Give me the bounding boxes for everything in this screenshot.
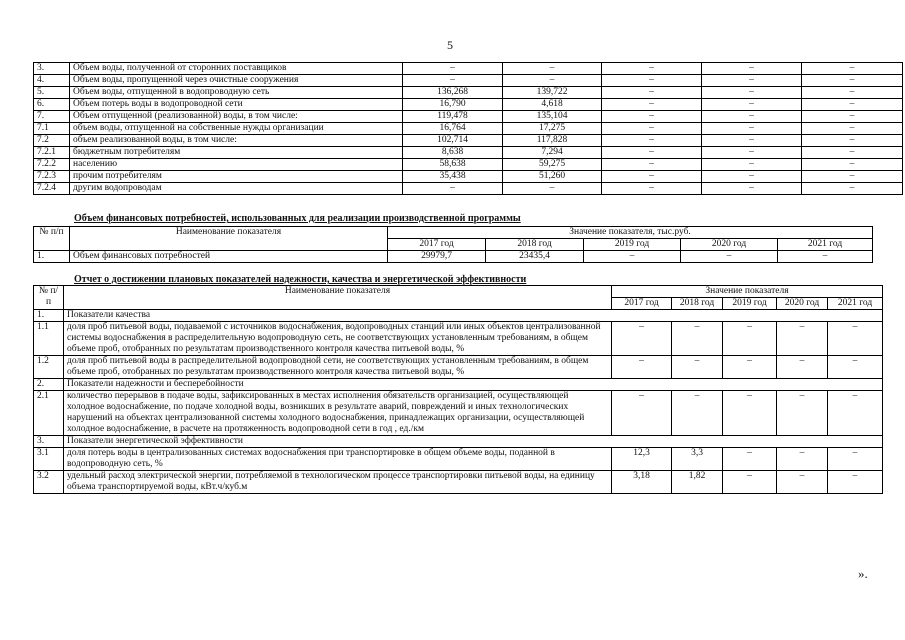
table-row <box>34 87 903 99</box>
row-num: 3. <box>34 63 70 75</box>
row-value: – <box>723 448 777 471</box>
year-header: 2019 год <box>584 239 681 251</box>
row-num: 1.2 <box>34 356 64 379</box>
row-value: 16,764 <box>403 123 503 135</box>
row-value: 16,790 <box>403 99 503 111</box>
section-title: Показатели качества <box>64 310 883 322</box>
row-value: – <box>602 147 702 159</box>
table-row <box>34 356 883 379</box>
row-name: объем реализованной воды, в том числе: <box>70 135 403 147</box>
year-header: 2020 год <box>681 239 778 251</box>
row-value: – <box>778 251 873 263</box>
row-value: – <box>802 123 903 135</box>
row-value: – <box>723 471 777 494</box>
row-value: – <box>828 356 883 379</box>
row-value: – <box>681 251 778 263</box>
row-num: 1.1 <box>34 322 64 356</box>
row-name: Объем воды, полученной от сторонних поставщиков <box>70 63 403 75</box>
row-value: – <box>702 111 802 123</box>
row-value: – <box>602 171 702 183</box>
row-value: – <box>802 183 903 195</box>
row-value: – <box>612 356 672 379</box>
row-value: – <box>602 135 702 147</box>
row-value: 117,828 <box>503 135 602 147</box>
year-header: 2017 год <box>612 298 672 310</box>
year-header: 2019 год <box>723 298 777 310</box>
row-value: – <box>802 87 903 99</box>
closing-mark: ». <box>858 566 868 581</box>
water-volume-table <box>33 62 903 195</box>
section-title: Показатели энергетической эффективности <box>64 436 883 448</box>
section-row <box>34 310 883 322</box>
indicators-table <box>33 285 883 494</box>
row-value: 17,275 <box>503 123 602 135</box>
row-value: 139,722 <box>503 87 602 99</box>
row-value: – <box>612 322 672 356</box>
table-row <box>34 448 883 471</box>
table-row <box>34 135 903 147</box>
row-value: – <box>723 356 777 379</box>
indicators-table-caption: Отчет о достижении плановых показателей надежности, качества и энергетической эффективности <box>74 274 527 285</box>
row-value: – <box>702 75 802 87</box>
row-value: – <box>584 251 681 263</box>
row-value: – <box>672 391 723 436</box>
row-value: 7,294 <box>503 147 602 159</box>
row-value: 8,638 <box>403 147 503 159</box>
row-name: прочим потребителям <box>70 171 403 183</box>
row-value: – <box>602 63 702 75</box>
row-value: – <box>702 183 802 195</box>
row-name: другим водопроводам <box>70 183 403 195</box>
year-header: 2018 год <box>486 239 584 251</box>
year-header: 2017 год <box>388 239 486 251</box>
row-value: – <box>802 147 903 159</box>
row-value: 136,268 <box>403 87 503 99</box>
section-row <box>34 436 883 448</box>
row-value: – <box>602 183 702 195</box>
section-title: Показатели надежности и бесперебойности <box>64 379 883 391</box>
row-value: – <box>702 159 802 171</box>
table-row <box>34 111 903 123</box>
row-name: Объем воды, отпущенной в водопроводную сеть <box>70 87 403 99</box>
row-value: 29979,7 <box>388 251 486 263</box>
row-value: – <box>602 75 702 87</box>
year-header: 2018 год <box>672 298 723 310</box>
section-num: 2. <box>34 379 64 391</box>
table-row <box>34 63 903 75</box>
row-value: 59,275 <box>503 159 602 171</box>
row-value: – <box>777 322 828 356</box>
row-value: – <box>702 99 802 111</box>
table-row <box>34 171 903 183</box>
row-value: 102,714 <box>403 135 503 147</box>
row-value: – <box>828 322 883 356</box>
row-value: – <box>602 111 702 123</box>
row-value: 35,438 <box>403 171 503 183</box>
row-name: Объем отпущенной (реализованной) воды, в том числе: <box>70 111 403 123</box>
row-value: 1,82 <box>672 471 723 494</box>
row-num: 2.1 <box>34 391 64 436</box>
row-value: – <box>777 391 828 436</box>
row-value: – <box>802 63 903 75</box>
row-value: – <box>777 471 828 494</box>
row-value: – <box>672 356 723 379</box>
section-row <box>34 379 883 391</box>
row-value: 119,478 <box>403 111 503 123</box>
row-num: 7.2.3 <box>34 171 70 183</box>
row-name: бюджетным потребителям <box>70 147 403 159</box>
row-value: – <box>403 183 503 195</box>
page-number: 5 <box>447 38 453 52</box>
value-header: Значение показателя, тыс.руб. <box>388 227 873 239</box>
row-value: – <box>403 75 503 87</box>
row-value: – <box>828 448 883 471</box>
table-row <box>34 159 903 171</box>
row-value: – <box>723 391 777 436</box>
row-value: 4,618 <box>503 99 602 111</box>
row-name: Объем воды, пропущенной через очистные сооружения <box>70 75 403 87</box>
row-value: – <box>802 99 903 111</box>
row-value: – <box>802 171 903 183</box>
row-name: Объем финансовых потребностей <box>70 251 388 263</box>
table-row <box>34 99 903 111</box>
row-name: удельный расход электрической энергии, потребляемой в технологическом процессе транспортировки питьевой воды, на единицу объема транспортируемой воды, кВт.ч/куб.м <box>64 471 612 494</box>
row-value: – <box>672 322 723 356</box>
row-value: – <box>403 63 503 75</box>
row-value: – <box>702 63 802 75</box>
row-name: населению <box>70 159 403 171</box>
row-name: доля проб питьевой воды, подаваемой с источников водоснабжения, водопроводных станций или иных объектов централизованной системы водоснабжения в распределительную водопроводную сеть, не соответствующих установленным требованиям, в общем объеме проб, отобранных по результатам производственного контроля качества питьевой воды, % <box>64 322 612 356</box>
row-value: – <box>612 391 672 436</box>
row-value: 3,18 <box>612 471 672 494</box>
financial-needs-table <box>33 226 873 263</box>
row-num: 7.2.4 <box>34 183 70 195</box>
row-value: – <box>602 99 702 111</box>
row-value: 135,104 <box>503 111 602 123</box>
row-num: 7.2.2 <box>34 159 70 171</box>
row-value: 12,3 <box>612 448 672 471</box>
row-value: – <box>702 171 802 183</box>
row-value: 51,260 <box>503 171 602 183</box>
row-num: 7. <box>34 111 70 123</box>
row-value: – <box>802 159 903 171</box>
table-row <box>34 322 883 356</box>
num-header: № п/п <box>34 227 70 251</box>
table-row <box>34 123 903 135</box>
table-row <box>34 471 883 494</box>
row-name: доля проб питьевой воды в распределительной водопроводной сети, не соответствующих установленным требованиям, в общем объеме проб, отобранных по результатам производственного контроля качества питьевой воды, % <box>64 356 612 379</box>
row-value: – <box>503 63 602 75</box>
row-value: – <box>702 147 802 159</box>
row-value: – <box>702 123 802 135</box>
row-value: – <box>828 391 883 436</box>
row-value: – <box>702 135 802 147</box>
row-num: 7.1 <box>34 123 70 135</box>
row-num: 5. <box>34 87 70 99</box>
table-row <box>34 391 883 436</box>
row-value: – <box>503 75 602 87</box>
row-value: – <box>602 87 702 99</box>
row-name: Объем потерь воды в водопроводной сети <box>70 99 403 111</box>
row-value: 3,3 <box>672 448 723 471</box>
row-num: 6. <box>34 99 70 111</box>
table-row <box>34 251 873 263</box>
row-num: 3.2 <box>34 471 64 494</box>
year-header: 2021 год <box>828 298 883 310</box>
table-row <box>34 147 903 159</box>
row-num: 4. <box>34 75 70 87</box>
year-header: 2020 год <box>777 298 828 310</box>
row-value: – <box>503 183 602 195</box>
row-value: – <box>828 471 883 494</box>
row-name: объем воды, отпущенной на собственные нужды организации <box>70 123 403 135</box>
row-num: 1. <box>34 251 70 263</box>
row-name: количество перерывов в подаче воды, зафиксированных в местах исполнения обязательств организацией, осуществляющей холодное водоснабжение, по подаче холодной воды, возникших в результате аварий, повреждений и иных технологических нарушений на объектах централизованной системы холодного водоснабжения, принадлежащих организации, осуществляющей холодное водоснабжение, в расчете на протяженность водопроводной сети в год , ед./км <box>64 391 612 436</box>
row-value: 58,638 <box>403 159 503 171</box>
row-value: – <box>802 75 903 87</box>
row-num: 7.2 <box>34 135 70 147</box>
row-value: – <box>602 123 702 135</box>
row-value: – <box>702 87 802 99</box>
row-value: – <box>602 159 702 171</box>
section-num: 1. <box>34 310 64 322</box>
row-value: – <box>802 111 903 123</box>
row-num: 3.1 <box>34 448 64 471</box>
name-header: Наименование показателя <box>64 286 612 310</box>
row-num: 7.2.1 <box>34 147 70 159</box>
row-value: – <box>777 448 828 471</box>
row-value: 23435,4 <box>486 251 584 263</box>
row-name: доля потерь воды в централизованных системах водоснабжения при транспортировке в общем объеме воды, поданной в водопроводную сеть, % <box>64 448 612 471</box>
table-row <box>34 75 903 87</box>
value-header: Значение показателя <box>612 286 883 298</box>
row-value: – <box>802 135 903 147</box>
table-row <box>34 183 903 195</box>
year-header: 2021 год <box>778 239 873 251</box>
num-header: № п/п <box>34 286 64 310</box>
section-num: 3. <box>34 436 64 448</box>
row-value: – <box>723 322 777 356</box>
row-value: – <box>777 356 828 379</box>
name-header: Наименование показателя <box>70 227 388 251</box>
financial-table-caption: Объем финансовых потребностей, использованных для реализации производственной программы <box>74 213 521 224</box>
